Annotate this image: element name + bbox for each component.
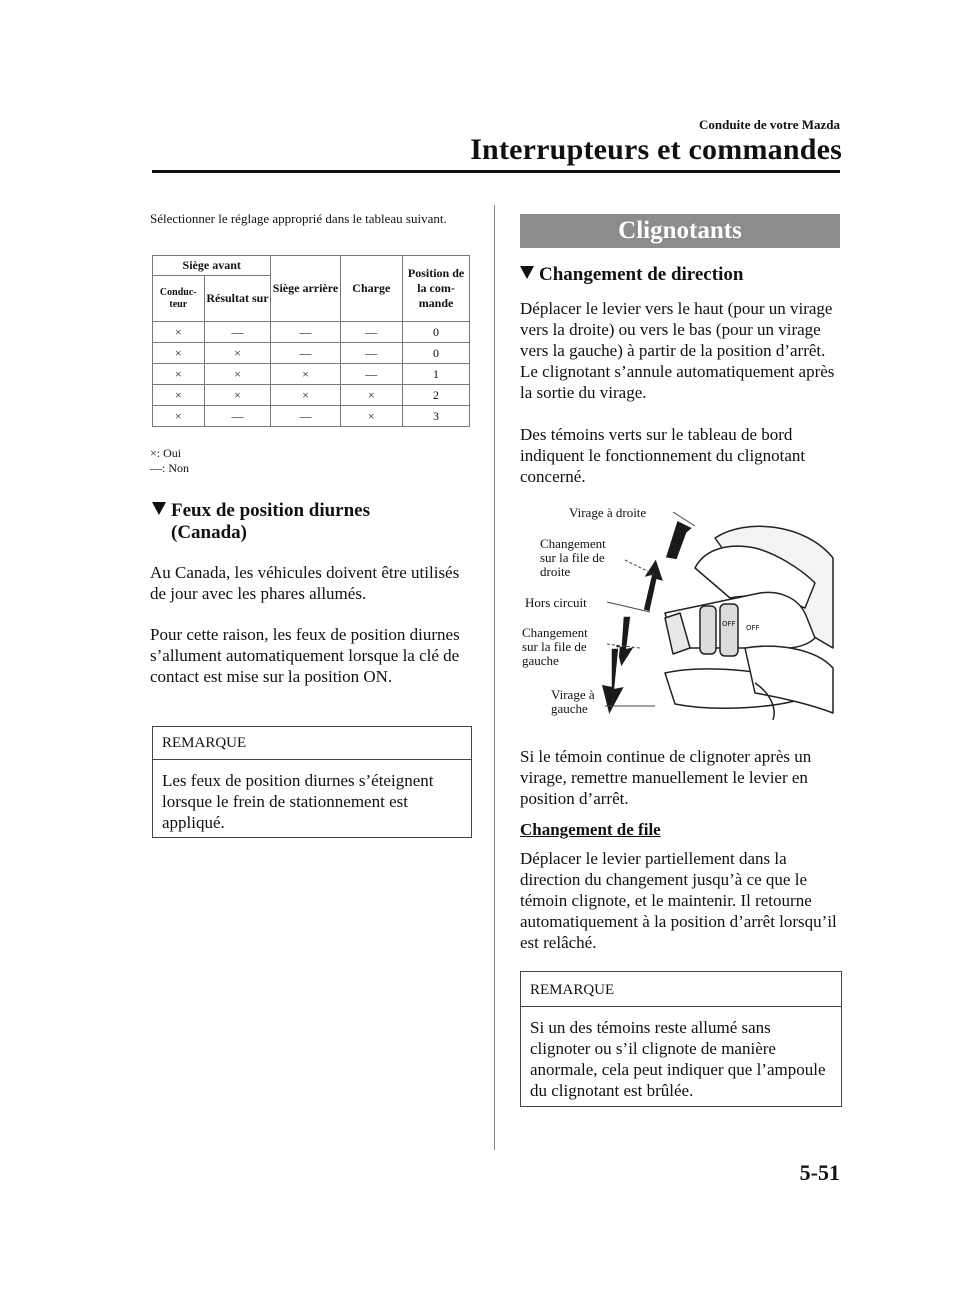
note-body: Si un des témoins reste allumé sans clignoter ou s’il clignote de manière anormale, cela peut indiquer que l’ampoule du clignotant est brûlée.: [530, 1018, 826, 1100]
label-lane-right: Changement: [540, 536, 606, 551]
section-banner: Clignotants: [520, 214, 840, 248]
label-left-turn: Virage à: [551, 687, 595, 702]
triangle-bullet-icon: [152, 502, 166, 515]
th-driver: Conduc-teur: [153, 276, 205, 322]
th-front-seat: Siège avant: [153, 256, 271, 276]
label-lane-left: Changement: [522, 625, 588, 640]
th-position: Position de la com-mande: [403, 256, 470, 322]
table-intro: Sélectionner le réglage approprié dans le tableau suivant.: [150, 211, 447, 226]
arrow-lane-right-icon: [643, 558, 664, 612]
label-lane-left: gauche: [522, 653, 559, 668]
th-charge: Charge: [340, 256, 403, 322]
turn-signal-lever-figure: [515, 498, 845, 733]
label-lane-right: droite: [540, 564, 571, 579]
label-off: Hors circuit: [525, 595, 587, 610]
column-divider: [494, 205, 495, 1150]
table-legend: [150, 446, 189, 476]
note-body: Les feux de position diurnes s’éteignent lorsque le frein de stationnement est appliqué.: [162, 771, 434, 832]
note-title: REMARQUE: [162, 735, 247, 751]
switch-off-label: OFF: [722, 620, 736, 628]
table-row: × × × × 2: [153, 385, 470, 406]
table-row: × × — — 0: [153, 343, 470, 364]
chapter-title: Conduite de votre Mazda: [699, 117, 840, 132]
th-rear-seat: Siège arrière: [271, 256, 340, 322]
direction-heading: Changement de direction: [520, 264, 743, 286]
label-left-turn: gauche: [551, 701, 588, 716]
switch-off-label: OFF: [746, 624, 760, 632]
arrow-right-turn-icon: [665, 520, 693, 560]
direction-paragraph-1: Déplacer le levier vers le haut (pour un virage vers la droite) ou vers le bas (pour un virage vers la gauche) à partir de la position d’arrêt. Le clignotant s’annule automatiquement après la sortie du virage.: [520, 299, 835, 402]
table-row: × — — — 0: [153, 322, 470, 343]
legend-yes: ×: Oui: [150, 446, 182, 460]
page-number: 5-51: [799, 1160, 840, 1185]
header-rule: [152, 170, 840, 173]
drl-paragraph-2: Pour cette raison, les feux de position diurnes s’allument automatiquement lorsque la clé de contact est mise sur la position ON.: [150, 625, 460, 686]
drl-note-box: [152, 726, 472, 838]
drl-heading: Feux de position diurnes (Canada): [152, 500, 370, 544]
th-result: Résultat sur: [204, 276, 271, 322]
label-right-turn: Virage à droite: [569, 505, 647, 520]
triangle-bullet-icon: [520, 266, 534, 279]
table-row: × × × — 1: [153, 364, 470, 385]
lane-change-paragraph: Déplacer le levier partiellement dans la direction du changement jusqu’à ce que le témoin clignote, et le maintenir. Il retourne automatiquement à la position d’arrêt lorsqu’il est relâché.: [520, 849, 837, 952]
section-title: Interrupteurs et commandes: [470, 133, 842, 166]
seat-table: [152, 255, 470, 427]
direction-paragraph-3: Si le témoin continue de clignoter après un virage, remettre manuellement le levier en position d’arrêt.: [520, 747, 812, 808]
label-lane-right: sur la file de: [540, 550, 605, 565]
note-title: REMARQUE: [530, 982, 615, 998]
signal-note-box: [520, 971, 842, 1107]
drl-paragraph-1: Au Canada, les véhicules doivent être utilisés de jour avec les phares allumés.: [150, 563, 460, 603]
direction-paragraph-2: Des témoins verts sur le tableau de bord indiquent le fonctionnement du clignotant concerné.: [520, 425, 806, 486]
lane-change-heading: Changement de file: [520, 820, 661, 839]
legend-no: —: Non: [150, 461, 189, 475]
label-lane-left: sur la file de: [522, 639, 587, 654]
table-row: × — — × 3: [153, 406, 470, 427]
